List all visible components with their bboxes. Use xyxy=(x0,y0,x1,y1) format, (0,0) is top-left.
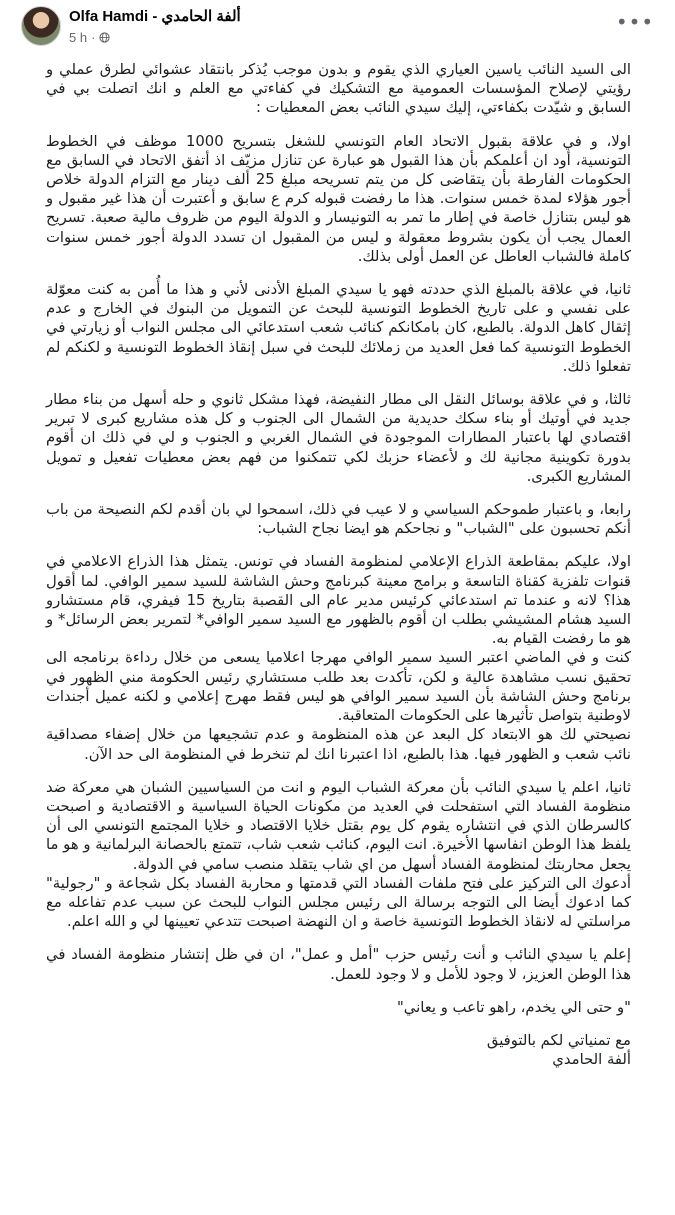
paragraph-wafi: كنت و في الماضي اعتبر السيد سمير الوافي مهرجا اعلاميا يسعى من خلال رداءة برنامجه الى تحقيق نسب مشاهدة عالية و لكن، تأكدت بعد طلب مستشاري رئيس الحكومة مني الظهور في برنامج وحش الشاشة بأن السيد سمير الوافي هو ليس فقط مهرج إعلامي و لكنه عميل أجندات لاوطنية بتواصل تأثيرها على الحكومات المتعاقبة. xyxy=(46,649,631,725)
author-name[interactable]: Olfa Hamdi - ألفة الحامدي xyxy=(69,8,241,25)
paragraph-first: اولا، و في علاقة بقبول الاتحاد العام التونسي للشغل بتسريح 1000 موظف في الخطوط التونسية، أود ان أعلمكم بأن هذا القبول هو عبارة عن تنازل مزيّف اذ أتفق الاتحاد في السابق مع الحكومات الفارطة بأن يتقاضى كل من يتم تسريحه مبلغ 25 ألف دينار مع التزام الدولة خلاص أجور هؤلاء لمدة خمس سنوات. هذا ما رفضت قبوله كرم ع سابق و أعتبرت أن هذا غير مقبول و هو ليس بتنازل خاصة في إطار ما تمر به التونيسار و الدولة اليوم من ظروف مالية صعبة. تسريح العمال يجب أن يكون بشروط معقولة و ليس من المقبول ان تسدد الدولة أجور خمس سنوات كاملة فالشباب العاطل عن العمل أولى بذلك. xyxy=(46,132,631,265)
paragraph-quote: "و حتى الي يخدم، راهو تاعب و يعاني" xyxy=(396,998,631,1016)
post-body xyxy=(46,60,631,1069)
closing-line: مع تمنياتي لكم بالتوفيق xyxy=(486,1031,631,1049)
post-time[interactable]: 5 h xyxy=(69,30,88,45)
meta-separator: · xyxy=(91,30,96,45)
post-meta xyxy=(69,30,110,45)
paragraph-third: ثالثا، و في علاقة بوسائل النقل الى مطار النفيضة، فهذا مشكل ثانوي و حله أسهل من بناء مطار جديد في أوتيك أو بناء سكك حديدية من الشمال الى الجنوب و كل هذه مشاريع كبرى لا تبرير اقتصادي لها باعتبار المطارات الموجودة في الشمال الغربي و الجنوب و لي في ذلك ان أقوم بدورة تكوينية مجانية لك و لأعضاء حزبك لكي تتمكنوا من فهم بعض معطيات تفعيل و تمويل المشاريع الكبرى. xyxy=(46,391,631,485)
paragraph-hope-work: إعلم يا سيدي النائب و أنت رئيس حزب "أمل و عمل"، ان في ظل إنتشار منظومة الفساد في هذا الوطن العزيز، لا وجود للأمل و لا وجود للعمل. xyxy=(46,946,631,983)
more-options-icon[interactable]: ••• xyxy=(615,10,655,34)
paragraph-recommendation: نصيحتي لك هو الابتعاد كل البعد عن هذه المنظومة و عدم تشجيعها من خلال إضفاء مصداقية نائب شعب و الظهور فيها. هذا بالطبع، اذا اعتبرنا انك لم تنخرط في المنظومة الى حد الآن. xyxy=(46,726,631,763)
signature: ألفة الحامدي xyxy=(552,1051,631,1069)
post-header xyxy=(0,0,675,52)
paragraph-advice-second: ثانيا، اعلم يا سيدي النائب بأن معركة الشباب اليوم و انت من السياسيين الشبان هي معركة ضد منظومة الفساد التي استفحلت في العديد من مكونات الحياة السياسية و الاقتصادية و اصبحت كالسرطان الذي في انتشاره يقوم كل يوم بقتل خلايا الاقتصاد و خلايا المجتمع التونسي الى أن يلفظ هذا الوطن انفاسها الأخيرة. انت اليوم، كنائب شعب شاب، تتمتع بالحصانة البرلمانية و هو ما يجعل محاربتك لمنظومة الفساد أسهل من اي شاب يتقلد منصب سامي في الدولة. xyxy=(46,778,631,873)
paragraph-intro: الى السيد النائب ياسين العياري الذي يقوم و بدون موجب يُذكر بانتقاد عشوائي لطرق عملي و رؤيتي لإصلاح المؤسسات العمومية مع التشكيك في كفاءتي مع العلم و انك اتصلت بي في السابق و شيّدت بكفاءتي، إليك سيدي النائب بعض المعطيات : xyxy=(46,61,631,117)
globe-icon xyxy=(99,32,110,43)
paragraph-advice-first: اولا، عليكم بمقاطعة الذراع الإعلامي لمنظومة الفساد في تونس. يتمثل هذا الذراع الاعلامي في قنوات تلفزية كقناة التاسعة و برامج معينة كبرنامج وحش الشاشة للسيد سمير الوافي. لما أقول هذا؟ لانه و عندما تم استدعائي كرئيس مدير عام الى القصبة بتاريخ 15 فيفري، قام مستشارو السيد هشام المشيشي بطلب ان أقوم بالظهور مع السيد سمير الوافي* لتمرير بعض الرسائل* و هو ما رفضت القيام به. xyxy=(46,553,631,648)
avatar[interactable] xyxy=(21,6,61,46)
paragraph-fourth: رابعا، و باعتبار طموحكم السياسي و لا عيب في ذلك، اسمحوا لي بان أقدم لكم النصيحة من باب أنكم تحسبون على "الشباب" و نجاحكم هو ايضا نجاح الشباب: xyxy=(46,501,631,538)
paragraph-second: ثانيا، في علاقة بالمبلغ الذي حددته فهو يا سيدي المبلغ الأدنى لأني و هذا ما أُمن به كنت معوّلة على نفسي و على تاريخ الخطوط التونسية للبحث عن التمويل من البنوك في الخارج و عدم إثقال كاهل الدولة. بالطبع، كان بامكانكم كنائب شعب استدعائي الى مجلس النواب أو زيارتي في الخطوط التونسية كما فعل العديد من زملائك للبحث في سبل إنقاذ الخطوط التونسية و لكنكم لم تفعلوا ذلك. xyxy=(46,281,631,375)
paragraph-call: أدعوك الى التركيز على فتح ملفات الفساد التي قدمتها و محاربة الفساد بكل شجاعة و "رجولية" كما ادعوك أيضا الى التوجه برسالة الى رئيس مجلس النواب للبحث عن سبب عدم تفاعله مع مراسلتي له لانقاذ الخطوط التونسية خاصة و ان النهضة اصبحت تتدعي تعيينها لي و الله اعلم. xyxy=(46,874,631,931)
